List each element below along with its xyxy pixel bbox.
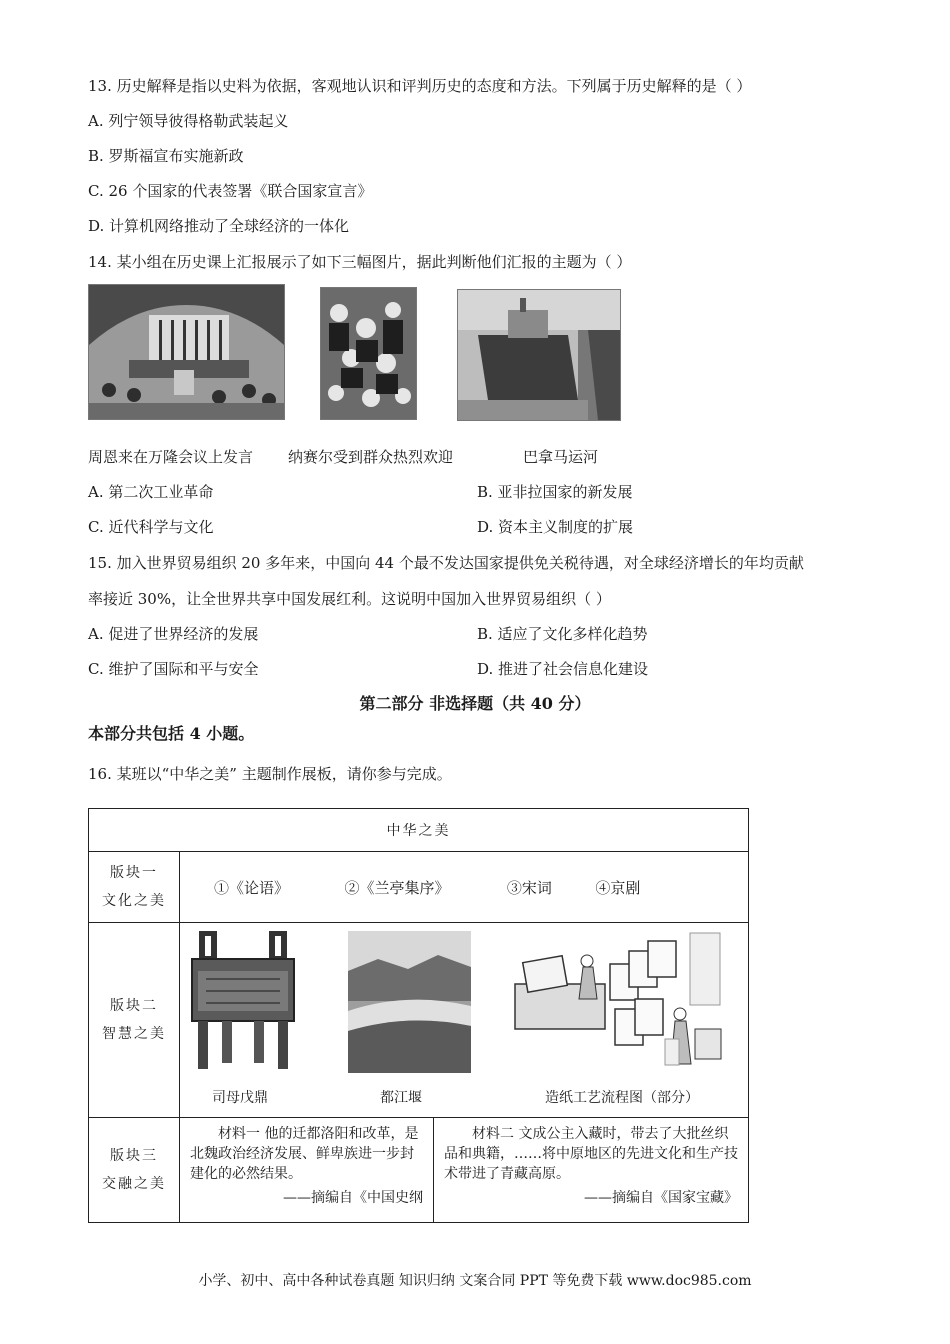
q15-option-c: C. 维护了国际和平与安全 — [88, 660, 259, 678]
q13-option-d: D. 计算机网络推动了全球经济的一体化 — [88, 217, 350, 235]
culture-item-jingju: ④京剧 — [595, 878, 641, 897]
caption-simuwu-ding: 司母戊鼎 — [212, 1090, 268, 1106]
q15-option-a: A. 促进了世界经济的发展 — [88, 625, 259, 643]
section-one-label — [89, 852, 180, 923]
part2-title: 第二部分 非选择题（共 40 分） — [359, 694, 591, 713]
q14-option-d: D. 资本主义制度的扩展 — [477, 518, 634, 536]
panama-canal-photo — [457, 289, 621, 421]
page-footer: 小学、初中、高中各种试卷真题 知识归纳 文案合同 PPT 等免费下载 www.doc985.com — [198, 1273, 752, 1289]
bandung-conference-photo — [88, 284, 285, 420]
q13-option-c: C. 26 个国家的代表签署《联合国家宣言》 — [88, 182, 373, 200]
photo-caption-panama: 巴拿马运河 — [523, 448, 599, 466]
section-three-title: 版块三 — [110, 1148, 158, 1164]
section-one-subtitle: 文化之美 — [102, 893, 166, 909]
photo-caption-nasser: 纳赛尔受到群众热烈欢迎 — [288, 448, 454, 466]
section-two-title: 版块二 — [110, 998, 158, 1014]
material-one — [180, 1118, 434, 1223]
dujiangyan-image — [348, 931, 471, 1073]
q14-option-a: A. 第二次工业革命 — [88, 483, 214, 501]
culture-item-lantingjixu: ②《兰亭集序》 — [344, 878, 450, 897]
section-two-subtitle: 智慧之美 — [102, 1026, 166, 1042]
q14-option-b: B. 亚非拉国家的新发展 — [477, 483, 633, 501]
material-one-text: 材料一 他的迁都洛阳和改革，是北魏政治经济发展、鲜卑族进一步封建化的必然结果。 — [190, 1126, 419, 1182]
section-three-subtitle: 交融之美 — [102, 1176, 166, 1192]
q15-stem-line2: 率接近 30%，让全世界共享中国发展红利。这说明中国加入世界贸易组织（ ） — [88, 590, 611, 608]
board-header: 中华之美 — [89, 809, 749, 852]
simuwu-ding-image — [188, 931, 298, 1073]
culture-item-songci: ③宋词 — [506, 878, 552, 897]
section-two-label — [89, 923, 180, 1118]
papermaking-process-image — [505, 929, 727, 1075]
q13-option-a: A. 列宁领导彼得格勒武装起义 — [88, 112, 289, 130]
material-one-source: ——摘编自《中国史纲 — [283, 1190, 423, 1206]
q14-option-c: C. 近代科学与文化 — [88, 518, 214, 536]
q15-option-d: D. 推进了社会信息化建设 — [477, 660, 649, 678]
part2-note: 本部分共包括 4 小题。 — [88, 724, 255, 743]
culture-item-lunyu: ①《论语》 — [214, 878, 290, 897]
material-two-text: 材料二 文成公主入藏时，带去了大批丝织品和典籍，……将中原地区的先进文化和生产技术带进了青藏高原。 — [444, 1126, 738, 1182]
nasser-crowd-photo — [320, 287, 417, 420]
caption-papermaking: 造纸工艺流程图（部分） — [545, 1090, 699, 1106]
exhibition-board-table — [88, 808, 749, 1223]
q14-stem: 14. 某小组在历史课上汇报展示了如下三幅图片，据此判断他们汇报的主题为（ ） — [88, 253, 632, 271]
photo-caption-bandung: 周恩来在万隆会议上发言 — [88, 448, 254, 466]
material-two — [434, 1118, 749, 1223]
q15-stem-line1: 15. 加入世界贸易组织 20 多年来，中国向 44 个最不发达国家提供免关税待遇，对全球经济增长的年均贡献 — [88, 554, 804, 572]
q13-option-b: B. 罗斯福宣布实施新政 — [88, 147, 244, 165]
q13-stem: 13. 历史解释是指以史料为依据，客观地认识和评判历史的态度和方法。下列属于历史解释的是（ ） — [88, 77, 752, 95]
wisdom-images — [180, 923, 749, 1118]
q15-option-b: B. 适应了文化多样化趋势 — [477, 625, 648, 643]
material-two-source: ——摘编自《国家宝藏》 — [584, 1190, 738, 1206]
q16-stem: 16. 某班以“中华之美” 主题制作展板，请你参与完成。 — [88, 765, 452, 783]
section-one-title: 版块一 — [110, 865, 158, 881]
section-three-label — [89, 1118, 180, 1223]
caption-dujiangyan: 都江堰 — [380, 1090, 422, 1106]
culture-items — [180, 852, 749, 923]
